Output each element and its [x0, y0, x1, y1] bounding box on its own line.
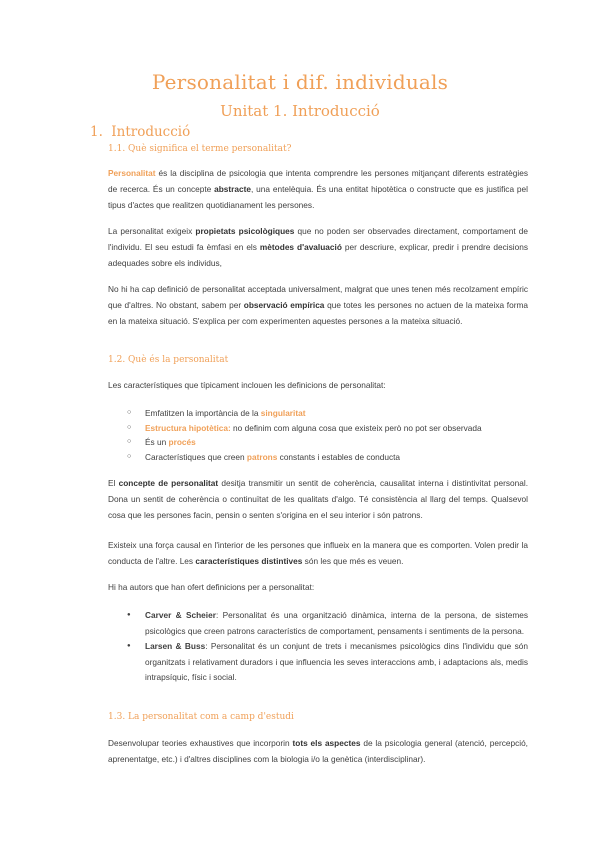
text-run: : Personalitat és una organització dinàmica, interna de la persona, de sistemes psicològics que creen patrons característics de comportament, pensaments i sentiments de la persona.: [145, 610, 528, 636]
paragraph-4: Les característiques que típicament inclouen les definicions de personalitat:: [108, 380, 386, 390]
text-run: Emfatitzen la importància de la: [145, 408, 261, 418]
section-heading-introduccio: [90, 124, 190, 140]
text-run: Característiques que creen: [145, 451, 247, 462]
text-run: És un: [145, 437, 169, 447]
bold-term: propietats psicològiques: [195, 226, 295, 236]
list-item: [128, 421, 528, 436]
highlight-term: procés: [168, 437, 196, 447]
author-name: Larsen & Buss: [145, 641, 206, 652]
text-run: que totes les persones no actuen de la mateixa forma en la mateixa situació. S'explica per com experimenten aquestes persones a la mateixa situació.: [108, 299, 528, 326]
bold-term: observació empírica: [243, 299, 325, 310]
text-run: , una entelèquia. És una entitat hipotètica o constructe que es justifica pel tipus d'actes que realitzen quotidianament les persones.: [108, 183, 528, 210]
subsection-heading-1-3: 1.3. La personalitat com a camp d'estudi: [108, 712, 294, 722]
text-run: La personalitat exigeix: [108, 226, 196, 236]
document-title: Personalitat i dif. individuals: [151, 70, 449, 94]
text-run: per descriure, explicar, predir i prendre decisions adequades sobre els individus,: [108, 241, 528, 268]
bold-term: tots els aspectes: [292, 738, 361, 748]
paragraph-7: Hi ha autors que han ofert definicions per a personalitat:: [108, 582, 315, 592]
paragraph-2: [108, 224, 528, 271]
section-number: 1.: [90, 124, 103, 140]
text-run: El: [108, 478, 119, 488]
text-run: que no poden ser observades directament, comportament de l'individu. El seu estudi fa èmfasi en els: [108, 226, 528, 252]
characteristics-list: [128, 406, 528, 464]
text-run: de la psicologia general (atenció, percepció, aprenentatge, etc.) i d'altres disciplines com la biologia i/o la genètica (interdisciplinar).: [108, 738, 528, 764]
document-subtitle: Unitat 1. Introducció: [220, 102, 380, 120]
authors-list: [128, 608, 528, 686]
text-run: constants i estables de conducta: [277, 451, 401, 462]
text-run: desitja transmitir un sentit de coherència, causalitat interna i distintivitat personal. Dona un sentit de coherència o continuïtat de les qualitats d'algo. Té consistència al llarg del temps. Qualsevol cosa que les persones facin, pensin o senten s'origina en el seu interior i són patrons.: [108, 478, 529, 520]
list-item: [128, 450, 528, 465]
text-run: no definim com alguna cosa que existeix però no pot ser observada: [230, 422, 482, 433]
paragraph-1: [108, 166, 528, 213]
text-run: : Personalitat és un conjunt de trets i mecanismes psicològics dins l'individu que són organitzats i relativament duradors i que influencia les seves interaccions amb, i adaptacions als, medis intrapsíquic, físic i social.: [145, 641, 528, 683]
bold-term: mètodes d'avaluació: [259, 241, 342, 252]
paragraph-5: [108, 476, 528, 523]
bold-term: concepte de personalitat: [118, 478, 219, 488]
highlight-term: patrons: [246, 451, 278, 462]
author-name: Carver & Scheier: [145, 610, 216, 620]
subsection-heading-1-2: 1.2. Què és la personalitat: [108, 355, 229, 365]
text-run: és la disciplina de psicologia que intenta comprendre les persones mitjançant diferents estratègies de recerca. És un concepte: [108, 168, 528, 194]
list-item: [128, 608, 528, 639]
bold-term: abstracte: [214, 183, 252, 194]
text-run: són les que més es veuen.: [302, 555, 404, 566]
text-run: Existeix una força causal en l'interior de les persones que influeix en la manera que es comporten. Volen predir la conducta de l'altre. Les: [108, 540, 528, 566]
bold-term: característiques distintives: [195, 555, 303, 566]
list-item: [128, 435, 528, 450]
text-run: No hi ha cap definició de personalitat acceptada universalment, malgrat que unes tenen més recolzament empíric que d'altres. No obstant, sabem per: [108, 284, 528, 310]
term-personalitat: Personalitat: [108, 168, 156, 178]
text-run: Desenvolupar teories exhaustives que incorporin: [108, 738, 293, 748]
list-item: [128, 406, 528, 421]
highlight-term: singularitat: [260, 408, 306, 418]
paragraph-6: [108, 538, 528, 570]
subsection-heading-1-1: 1.1. Què significa el terme personalitat?: [108, 144, 292, 154]
highlight-term: Estructura hipotètica:: [145, 422, 231, 433]
section-label: Introducció: [111, 124, 191, 140]
paragraph-3: [108, 282, 528, 329]
paragraph-8: [108, 736, 528, 768]
list-item: [128, 639, 528, 686]
